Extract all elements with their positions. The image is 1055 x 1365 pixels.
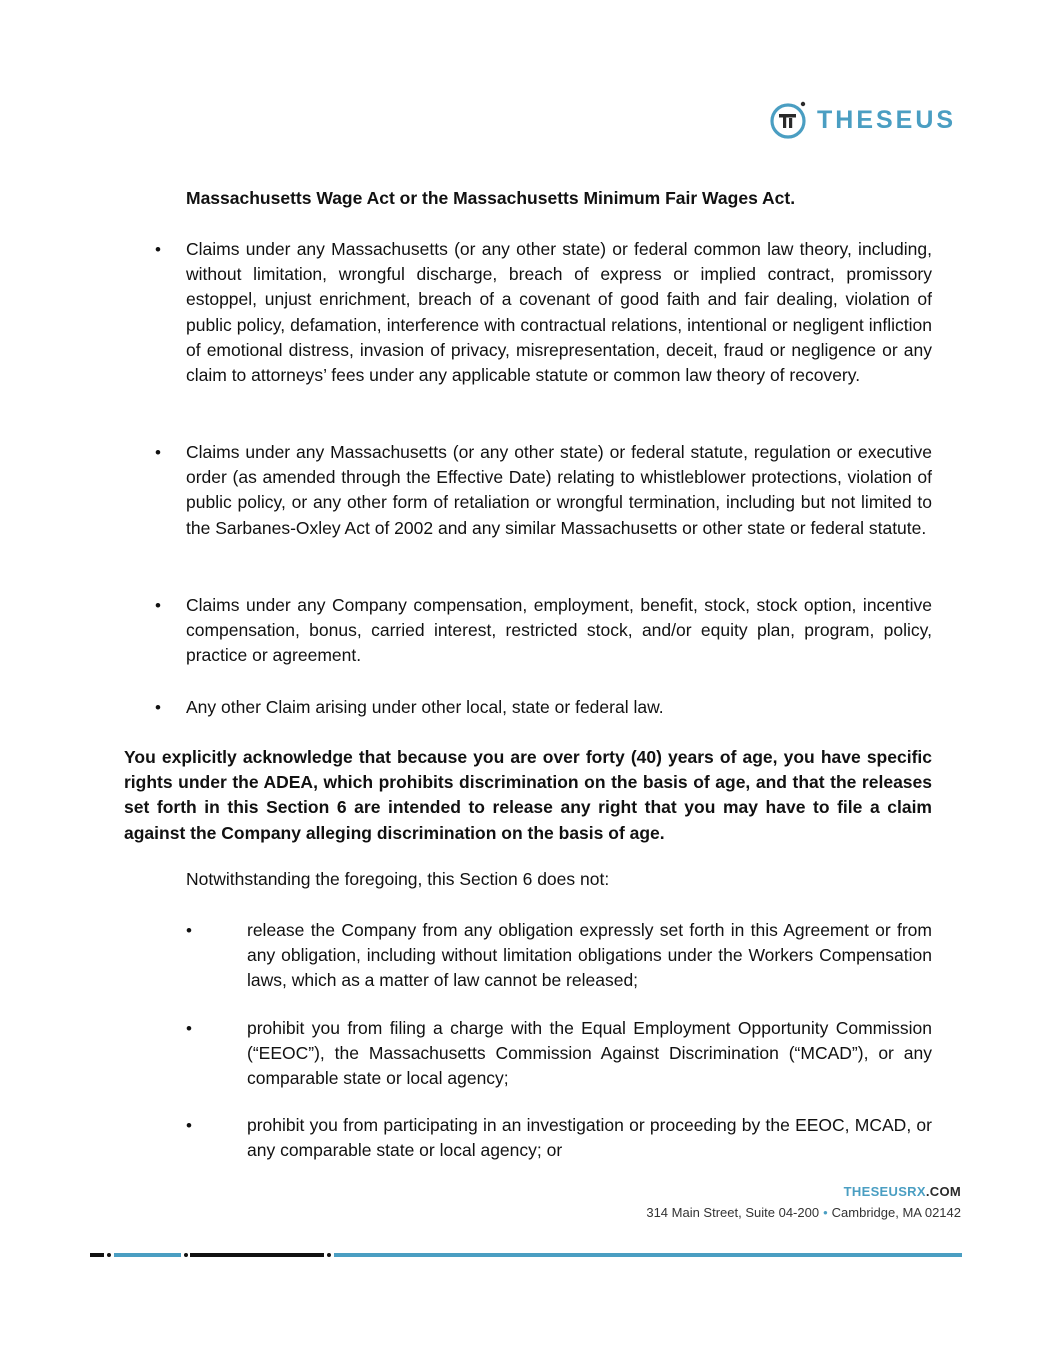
notwithstanding-intro: Notwithstanding the foregoing, this Section 6 does not:: [186, 869, 610, 889]
logo-wordmark: THESEUS: [817, 105, 957, 134]
theseus-logo-mark-icon: [769, 100, 809, 140]
bullet-icon: •: [186, 921, 192, 940]
claims-whistleblower: Claims under any Massachusetts (or any other state) or federal statute, regulation or executive order (as amended through the Effective Date) relating to whistleblower protections, violation of public policy, or any other form of retaliation or wrongful termination, including but not limited to the Sarbanes-Oxley Act of 2002 and any similar Massachusetts or other state or federal statute.: [186, 442, 932, 538]
bullet-icon: •: [155, 240, 161, 259]
continuation-heading: Massachusetts Wage Act or the Massachusetts Minimum Fair Wages Act.: [186, 188, 796, 208]
rule-dot: [184, 1253, 188, 1257]
exception-release-company: release the Company from any obligation expressly set forth in this Agreement or from any obligation, including without limitation obligations under the Workers Compensation laws, which as a matter of law cannot be released;: [247, 920, 932, 991]
rule-segment: [334, 1253, 962, 1257]
bullet-icon: •: [155, 698, 161, 717]
claims-compensation: Claims under any Company compensation, employment, benefit, stock, stock option, incentive compensation, bonus, carried interest, restricted stock, and/or equity plan, program, policy, practice or agreement.: [186, 595, 932, 666]
bullet-icon: •: [186, 1116, 192, 1135]
footer-website: THESEUSRX.COM: [843, 1184, 961, 1199]
theseus-logo: [769, 100, 956, 140]
claims-common-law: Claims under any Massachusetts (or any other state) or federal common law theory, including, without limitation, wrongful discharge, breach of express or implied contract, promissory estoppel, unjust enrichment, breach of a covenant of good faith and fair dealing, violation of public policy, defamation, interference with contractual relations, intentional or negligent infliction of emotional distress, invasion of privacy, misrepresentation, deceit, fraud or negligence or any claim to attorneys’ fees under any applicable statute or common law theory of recovery.: [186, 239, 932, 386]
bullet-icon: •: [155, 596, 161, 615]
exception-participating: prohibit you from participating in an investigation or proceeding by the EEOC, MCAD, or any comparable state or local agency; or: [247, 1115, 932, 1161]
claims-other: Any other Claim arising under other local, state or federal law.: [186, 697, 664, 717]
rule-dot: [327, 1253, 331, 1257]
bullet-icon: •: [155, 443, 161, 462]
rule-segment: [114, 1253, 181, 1257]
footer-address: 314 Main Street, Suite 04-200 • Cambridge, MA 02142: [646, 1205, 961, 1220]
rule-dot: [107, 1253, 111, 1257]
bullet-icon: •: [186, 1019, 192, 1038]
rule-segment: [190, 1253, 324, 1257]
adea-acknowledgment: You explicitly acknowledge that because you are over forty (40) years of age, you have specific rights under the ADEA, which prohibits discrimination on the basis of age, and that the releases set forth in this Section 6 are intended to release any right that you may have to file a claim against the Company alleging discrimination on the basis of age.: [124, 747, 932, 843]
exception-filing-charge: prohibit you from filing a charge with the Equal Employment Opportunity Commission (“EEOC”), the Massachusetts Commission Against Discrimination (“MCAD”), or any comparable state or local agency;: [247, 1018, 932, 1089]
rule-segment: [90, 1253, 104, 1257]
